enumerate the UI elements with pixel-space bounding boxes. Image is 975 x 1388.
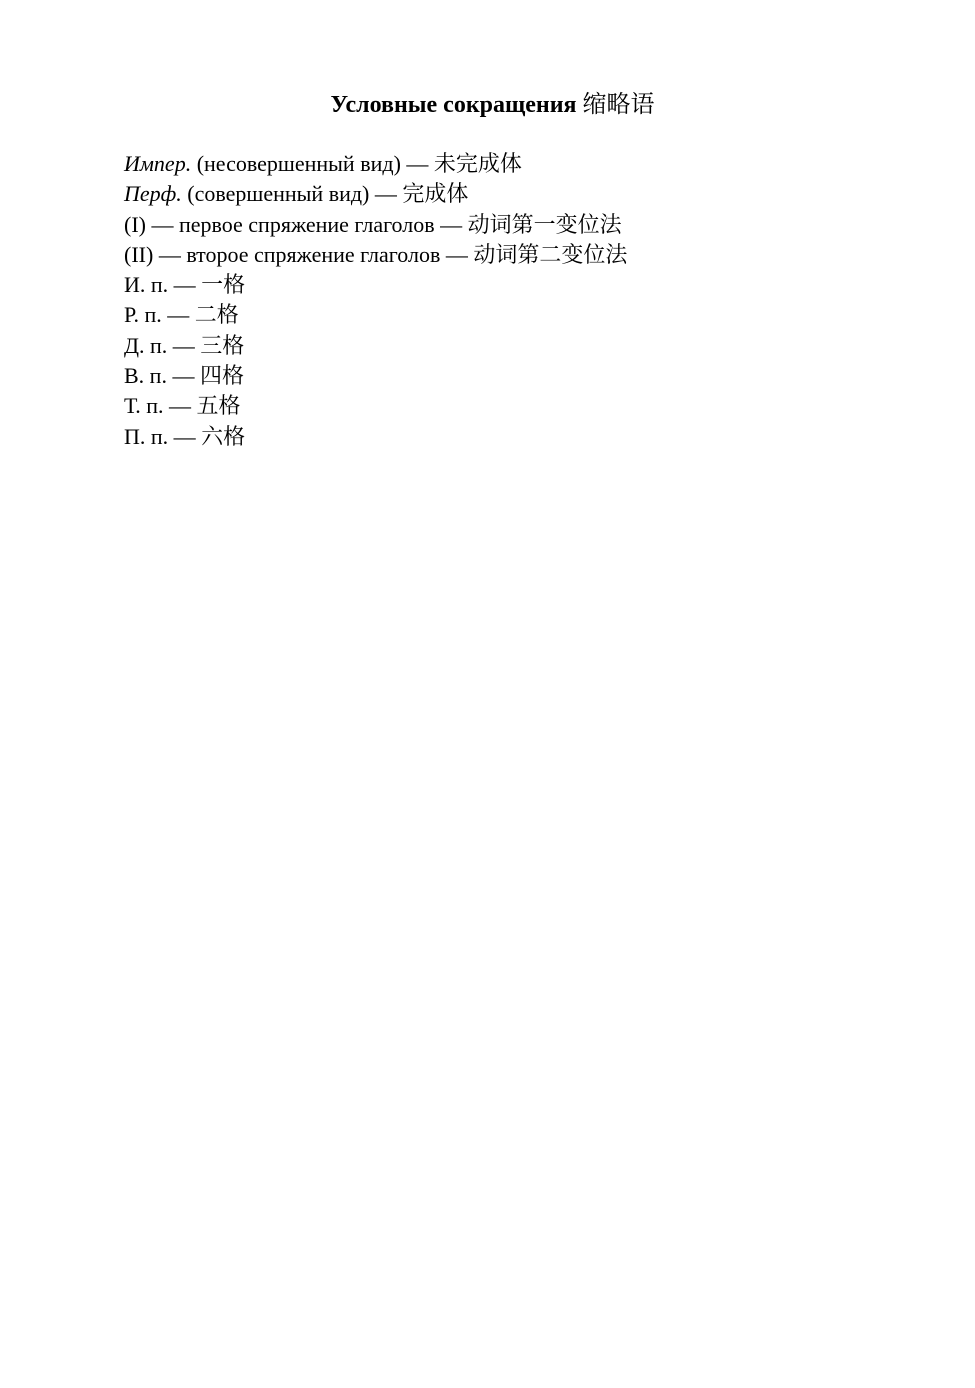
page-title	[0, 86, 975, 123]
abbreviation-term: В. п.	[124, 363, 167, 389]
abbreviation-imperfective	[124, 149, 627, 179]
abbreviation-prepositional	[124, 422, 627, 452]
page-title-ru: Условные сокращения	[330, 92, 577, 118]
abbreviation-description: —	[168, 272, 202, 298]
abbreviation-second-conjugation	[124, 240, 627, 270]
abbreviation-instrumental	[124, 391, 627, 421]
abbreviation-description: — второе спряжение глаголов —	[153, 241, 474, 267]
abbreviation-chinese: 一格	[201, 273, 246, 299]
abbreviation-term: Д. п.	[124, 332, 168, 358]
abbreviation-description: —	[168, 423, 202, 449]
abbreviation-accusative	[124, 361, 627, 391]
abbreviation-chinese: 三格	[200, 333, 245, 359]
abbreviation-genitive	[124, 300, 627, 330]
abbreviation-description: —	[161, 302, 195, 328]
abbreviation-chinese: 动词第二变位法	[473, 242, 628, 268]
abbreviation-term: И. п.	[124, 272, 169, 298]
abbreviation-term: Импер.	[124, 151, 192, 176]
abbreviation-chinese: 二格	[194, 303, 239, 329]
abbreviation-description: (несовершенный вид) —	[191, 151, 434, 176]
abbreviation-description: —	[166, 363, 200, 389]
abbreviation-term: (I)	[124, 211, 146, 237]
abbreviation-chinese: 动词第一变位法	[467, 212, 622, 238]
abbreviation-dative	[124, 331, 627, 361]
abbreviation-chinese: 五格	[196, 394, 241, 420]
abbreviation-chinese: 四格	[199, 364, 244, 390]
abbreviation-first-conjugation	[124, 210, 627, 240]
abbreviation-list	[124, 149, 627, 452]
abbreviation-chinese: 未完成体	[433, 152, 522, 177]
abbreviation-description: —	[163, 393, 197, 419]
abbreviation-chinese: 六格	[201, 424, 246, 450]
abbreviation-nominative	[124, 270, 627, 300]
abbreviation-description: —	[167, 332, 201, 358]
abbreviation-term: П. п.	[124, 423, 169, 449]
abbreviation-term: (II)	[124, 241, 154, 267]
page-title-cn: 缩略语	[582, 90, 655, 118]
abbreviation-description: (совершенный вид) —	[181, 181, 403, 207]
abbreviation-chinese: 完成体	[402, 182, 469, 208]
abbreviation-term: Перф.	[124, 181, 182, 207]
abbreviation-term: Р. п.	[124, 302, 162, 328]
abbreviation-description: — первое спряжение глаголов —	[145, 211, 468, 237]
abbreviation-perfective	[124, 179, 627, 209]
abbreviation-term: Т. п.	[124, 393, 164, 419]
